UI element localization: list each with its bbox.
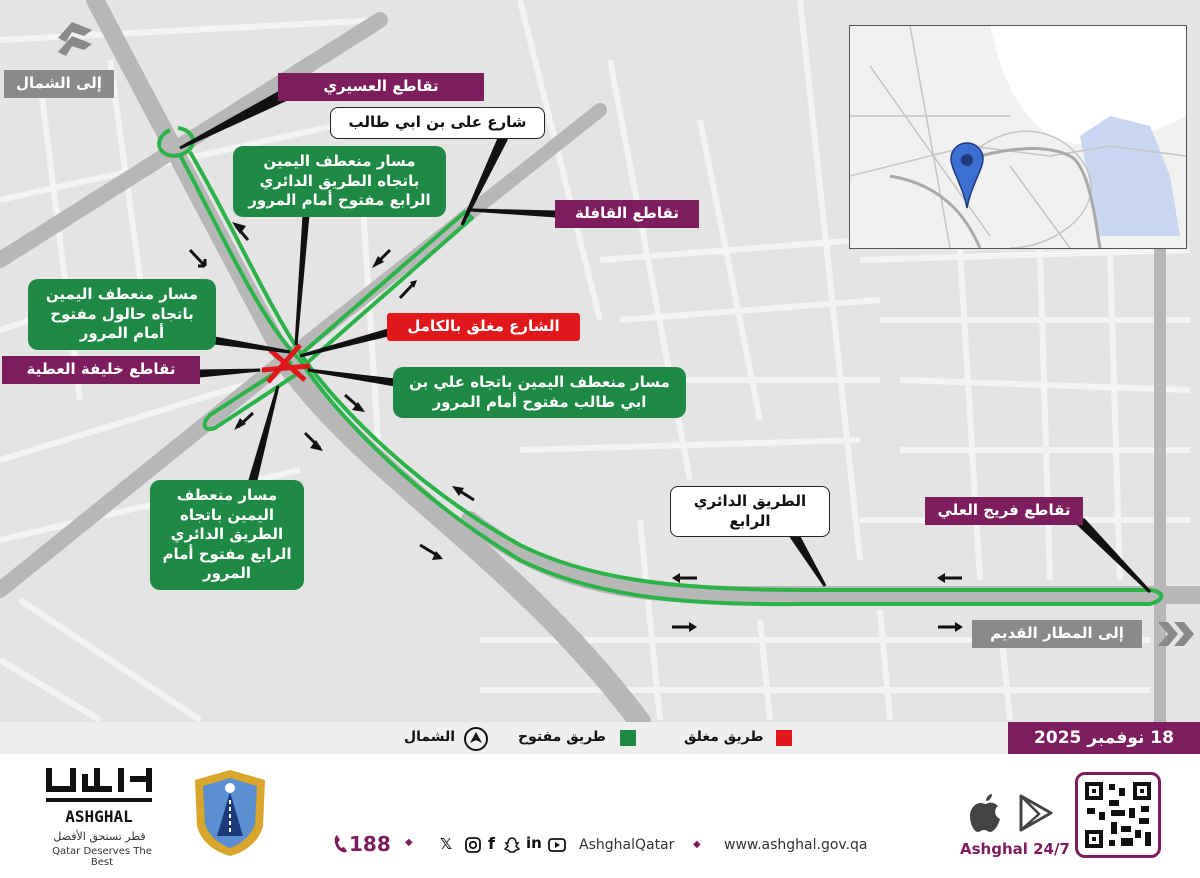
qr-code[interactable] [1075, 772, 1161, 858]
play-store-icon[interactable] [1018, 794, 1054, 832]
traffic-department-emblem [185, 766, 275, 858]
x-icon[interactable]: 𝕏 [440, 835, 453, 853]
to-north-label: إلى الشمال [4, 70, 114, 98]
closed-road-legend: طريق مغلق [684, 729, 764, 745]
apple-icon[interactable] [968, 792, 1004, 834]
north-compass-icon [463, 726, 489, 752]
instagram-icon[interactable] [465, 837, 481, 853]
asiri-intersection-label: تقاطع العسيري [278, 73, 484, 101]
closed-road-swatch [776, 730, 792, 746]
svg-text:ASHGHAL: ASHGHAL [65, 807, 133, 826]
snapchat-icon[interactable] [504, 837, 520, 853]
open-road-legend: طريق مفتوح [518, 729, 606, 745]
to-old-airport-label: إلى المطار القديم [972, 620, 1142, 648]
tagline-english: Qatar Deserves The Best [52, 846, 152, 868]
website-link[interactable]: www.ashghal.gov.qa [724, 837, 868, 853]
north-legend: الشمال [404, 729, 456, 745]
separator-dot: ◆ [405, 837, 413, 848]
open-road-swatch [620, 730, 636, 746]
ali-bin-abi-talib-street-label: شارع على بن ابي طالب [330, 107, 545, 139]
social-handle[interactable]: AshghalQatar [579, 837, 675, 853]
ashghal-logo-mark [42, 764, 157, 826]
date-badge: 18 نوفمبر 2025 [1008, 722, 1200, 754]
footer [0, 754, 1200, 878]
facebook-icon[interactable]: f [488, 834, 495, 853]
phone-icon [332, 834, 348, 854]
app-name: Ashghal 24/7 [960, 840, 1070, 858]
location-pin-icon [951, 143, 983, 208]
qafla-intersection-label: تقاطع القافلة [555, 200, 699, 228]
ashghal-logo [42, 764, 157, 868]
youtube-icon[interactable] [548, 837, 566, 853]
inset-map-drawing [850, 26, 1186, 248]
right-turn-ring-road-label: مسار منعطف اليمين باتجاه الطريق الدائري الرابع مفتوح أمام المرور [233, 146, 446, 217]
khalifa-attiya-intersection-label: تقاطع خليفة العطية [2, 356, 200, 384]
separator-dot: ◆ [693, 839, 701, 850]
right-turn-hallul-label: مسار منعطف اليمين باتجاه حالول مفتوح أمام المرور [28, 279, 216, 350]
fourth-ring-road-label: الطريق الدائري الرابع [670, 486, 830, 537]
furaij-al-ali-intersection-label: تقاطع فريج العلي [925, 497, 1083, 525]
linkedin-icon[interactable]: in [526, 834, 542, 852]
road-closed-label: الشارع مغلق بالكامل [387, 313, 580, 341]
qr-pattern [1081, 778, 1155, 852]
location-inset-map [849, 25, 1187, 249]
north-chevron-icon [58, 22, 92, 56]
right-turn-ring-road-bottom-label: مسار منعطف اليمين باتجاه الطريق الدائري الرابع مفتوح أمام المرور [150, 480, 304, 590]
hotline-number[interactable]: 188 [349, 832, 391, 856]
tagline-arabic: قطر تستحق الأفضل [53, 830, 146, 843]
right-turn-ali-bin-abi-talib-label: مسار منعطف اليمين باتجاه علي بن ابي طالب مفتوح أمام المرور [393, 367, 686, 418]
